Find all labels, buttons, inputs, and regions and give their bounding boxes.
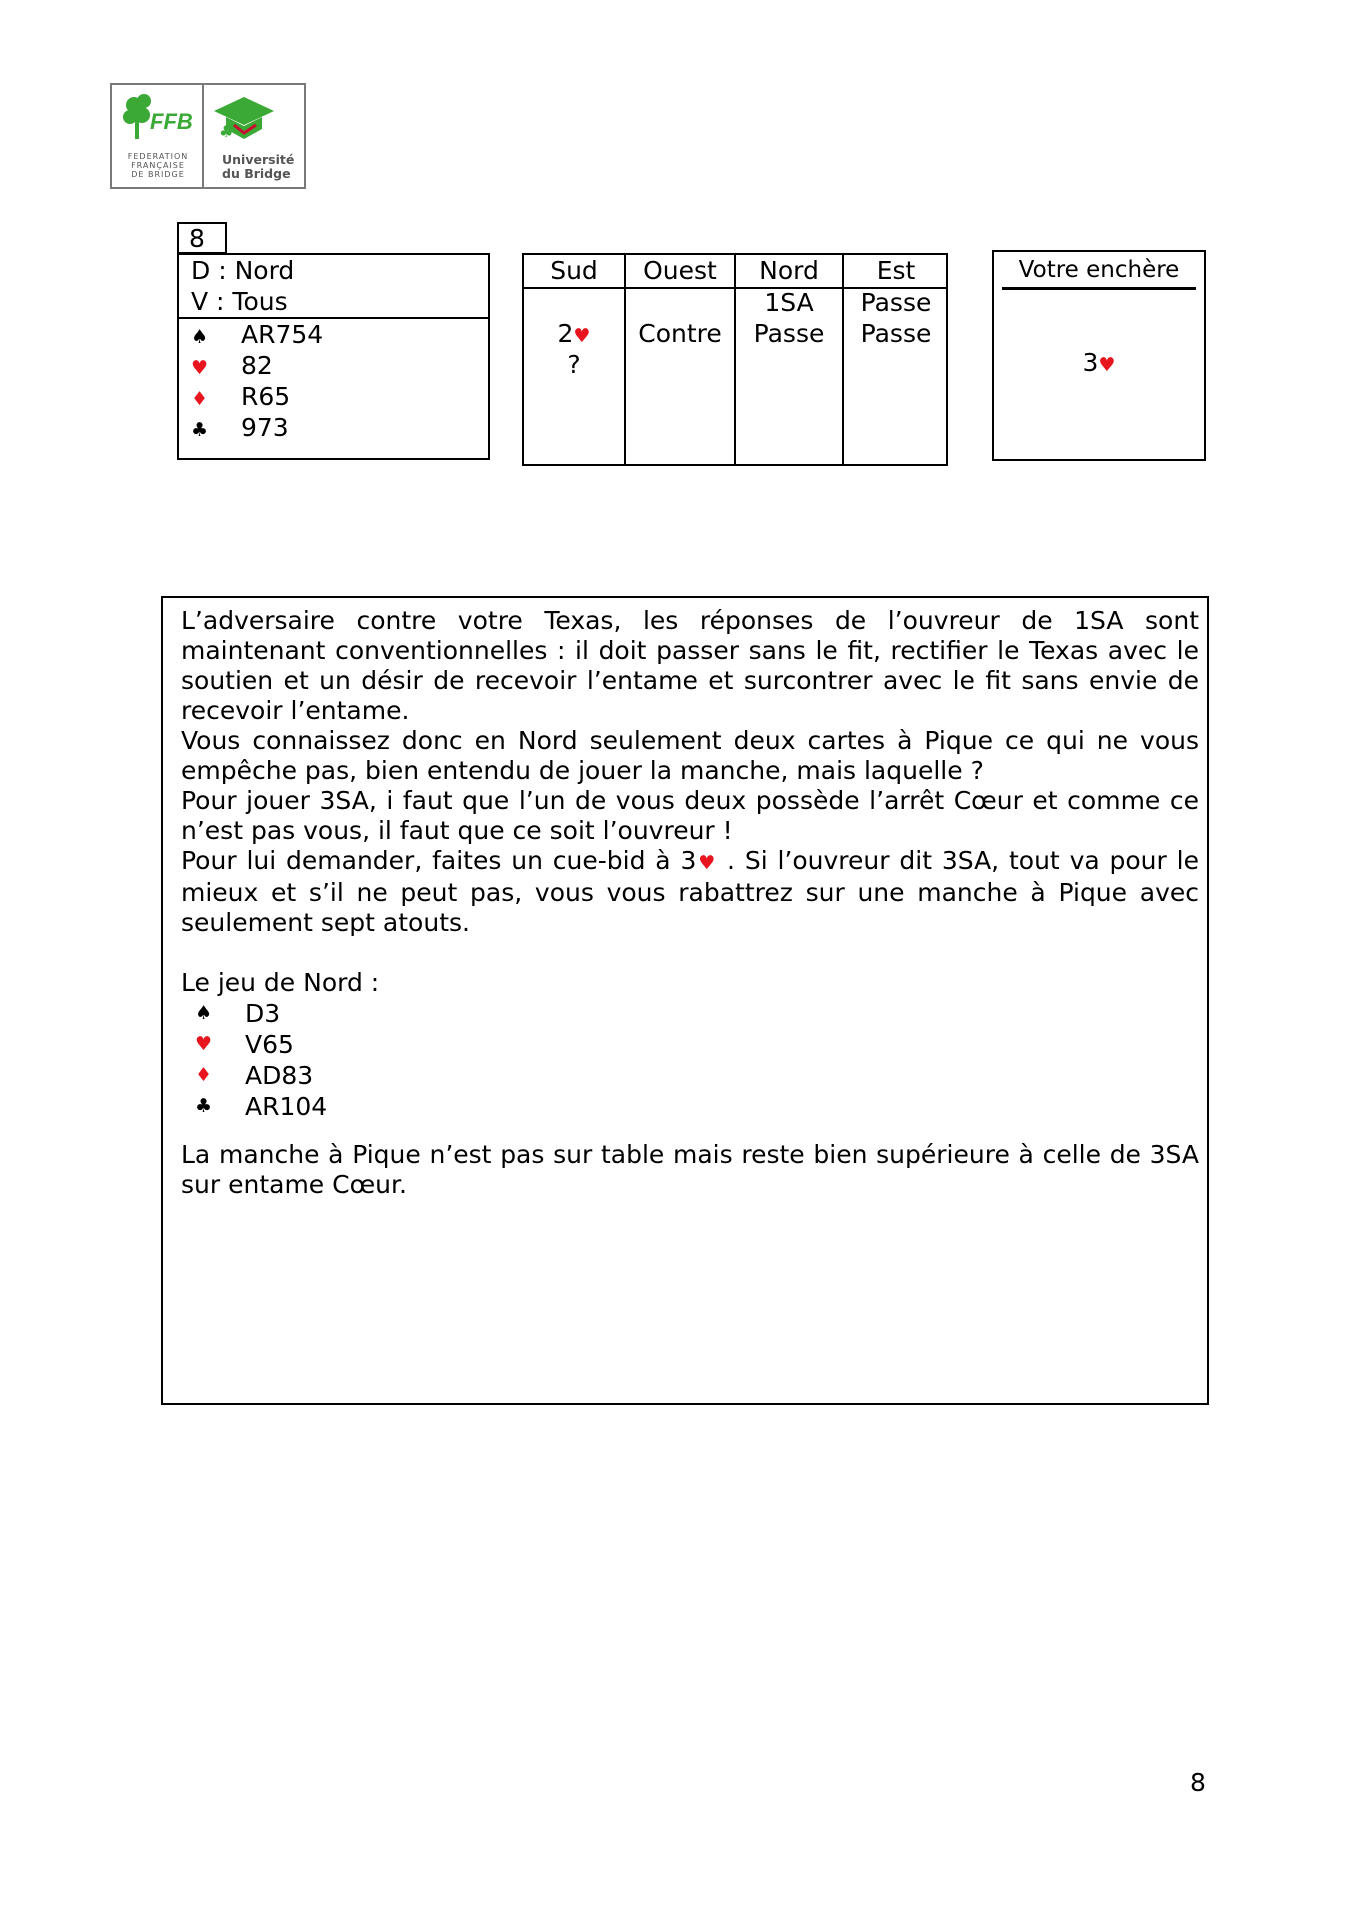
hand-row-hearts (191, 350, 273, 381)
ffb-subtitle: FEDERATION FRANÇAISE DE BRIDGE (127, 152, 189, 179)
explanation-paragraph: L’adversaire contre votre Texas, les réponses de l’ouvreur de 1SA sont maintenant conventionnelles : il doit passer sans le fit, rectifier le Texas avec le soutien et un désir de recevoir l’entame et surcontrer avec le fit sans envie de recevoir l’entame. (181, 606, 1199, 725)
answer-title-underline (1002, 287, 1196, 290)
heart-cards: 82 (241, 351, 273, 380)
answer-box (992, 250, 1206, 461)
north-hand-diamonds: ♦ AD83 (195, 1061, 314, 1090)
club-cards: 973 (241, 413, 289, 442)
deal-number: 8 (177, 222, 227, 254)
explanation-paragraph: Pour lui demander, faites un cue-bid à 3♥ . Si l’ouvreur dit 3SA, tout va pour le mieux et s’il ne peut pas, vous vous rabattrez sur une manche à Pique avec seulement sept atouts. (181, 846, 1199, 937)
deal-separator (179, 317, 488, 319)
heart-icon: ♥ (195, 1033, 213, 1055)
diamond-cards: R65 (241, 382, 291, 411)
ffb-wordmark: FFB (150, 109, 193, 134)
north-hand-hearts: ♥ V65 (195, 1030, 294, 1059)
diamond-icon: ♦ (191, 388, 209, 410)
dealer-label: D : Nord (191, 256, 295, 285)
heart-icon: ♥ (191, 357, 209, 379)
heart-icon: ♥ (696, 852, 718, 874)
north-hand-label: Le jeu de Nord : (181, 968, 380, 997)
svg-text:♣: ♣ (219, 122, 234, 141)
ffb-logo-icon (120, 93, 198, 149)
north-hand-spades: ♠ D3 (195, 999, 281, 1028)
bid-nord-2: Passe (753, 319, 825, 348)
bid-ouest-2: Contre (638, 319, 722, 348)
answer-title: Votre enchère (1018, 257, 1180, 283)
universite-du-bridge-label: Université du Bridge (222, 152, 295, 181)
header-sud: Sud (550, 256, 598, 285)
club-icon: ♣ (195, 1095, 213, 1117)
deal-box (177, 253, 490, 460)
diamond-icon: ♦ (195, 1064, 213, 1086)
graduation-cap-icon (212, 95, 276, 145)
spade-cards: AR754 (241, 320, 324, 349)
bid-est-1: Passe (860, 288, 932, 317)
header-est: Est (876, 256, 916, 285)
bidding-table (522, 253, 948, 466)
bid-sud-2: 2♥ (557, 319, 591, 348)
header-ouest: Ouest (643, 256, 717, 285)
club-icon: ♣ (191, 419, 209, 441)
heart-icon: ♥ (1098, 354, 1116, 376)
vulnerability-label: V : Tous (191, 287, 288, 316)
header-nord: Nord (759, 256, 819, 285)
explanation-conclusion: La manche à Pique n’est pas sur table mais reste bien supérieure à celle de 3SA sur entame Cœur. (181, 1140, 1199, 1199)
spade-icon: ♠ (191, 326, 209, 348)
explanation-paragraph: Pour jouer 3SA, i faut que l’un de vous deux possède l’arrêt Cœur et comme ce n’est pas vous, il faut que ce soit l’ouvreur ! (181, 786, 1199, 845)
hand-row-spades (191, 319, 324, 350)
logo-divider (202, 85, 204, 187)
explanation-paragraph: Vous connaissez donc en Nord seulement deux cartes à Pique ce qui ne vous empêche pas, bien entendu de jouer la manche, mais laquelle ? (181, 726, 1199, 785)
explanation-box (161, 596, 1209, 1405)
answer-bid: 3♥ (1082, 348, 1116, 377)
heart-icon: ♥ (573, 325, 591, 347)
logo (110, 83, 306, 189)
spade-icon: ♠ (195, 1002, 213, 1024)
hand-row-diamonds (191, 381, 291, 412)
bid-nord-1: 1SA (764, 288, 814, 317)
hand-row-clubs (191, 412, 289, 443)
bid-sud-3: ? (567, 350, 581, 379)
bid-est-2: Passe (860, 319, 932, 348)
north-hand-clubs: ♣ AR104 (195, 1092, 328, 1121)
page-number: 8 (1190, 1768, 1206, 1797)
